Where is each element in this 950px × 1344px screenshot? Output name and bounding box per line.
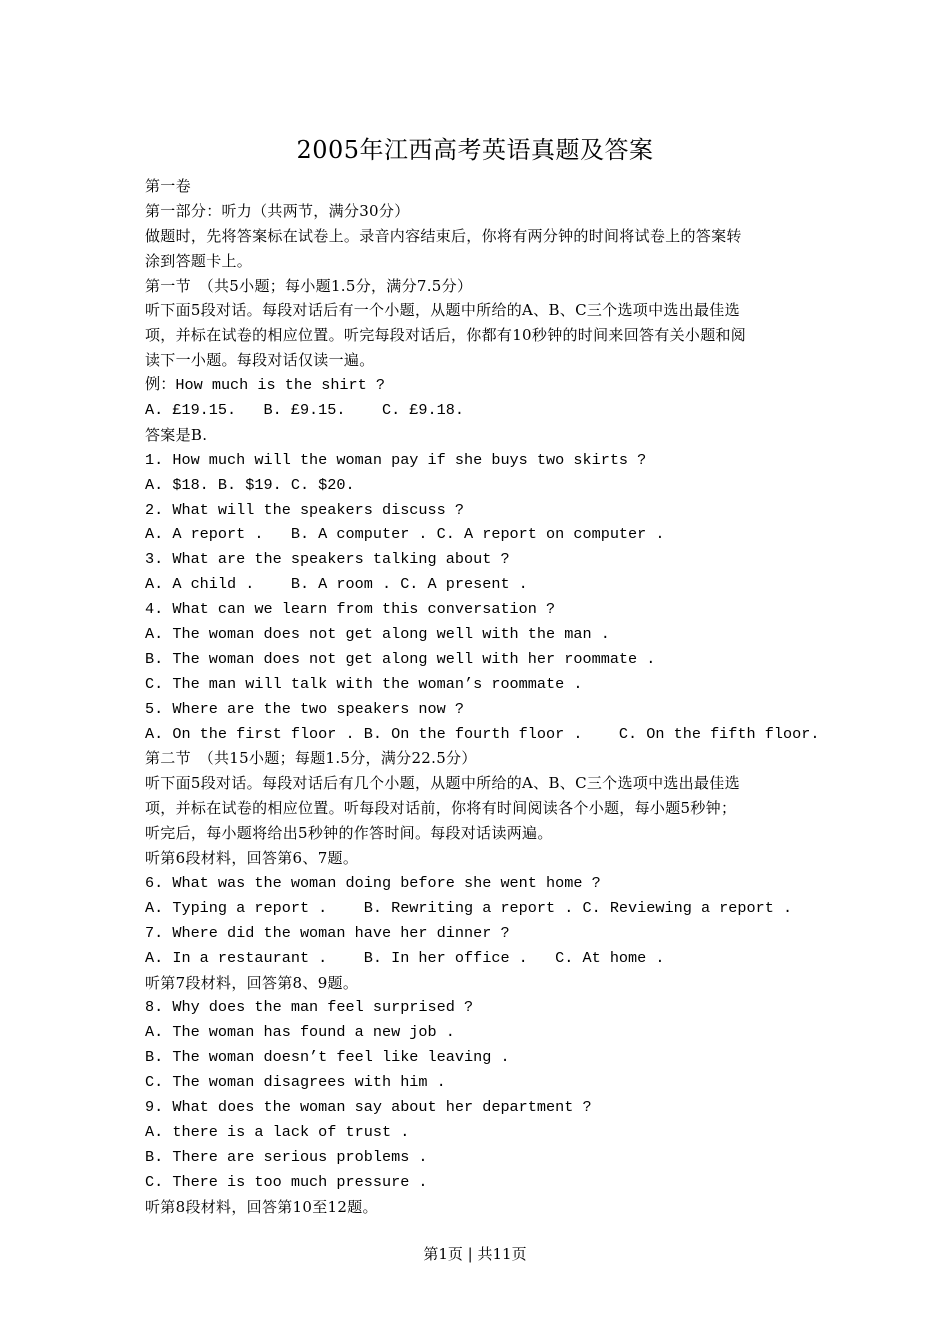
text-line: B. The woman doesn’t feel like leaving . [145,1048,510,1067]
text-line: 做题时，先将答案标在试卷上。录音内容结束后，你将有两分钟的时间将试卷上的答案转 [145,226,742,245]
text-line: A. Typing a report . B. Rewriting a report . C. Reviewing a report . [145,898,793,917]
document-title: 2005年江西高考英语真题及答案 [296,136,654,164]
text-line: C. The woman disagrees with him . [145,1073,446,1092]
text-line: 第二节 （共15小题；每题1.5分，满分22.5分） [145,749,477,768]
text-line: 7. Where did the woman have her dinner ? [145,923,510,942]
text-line: 第一卷 [145,177,191,195]
text-line: 项，并标在试卷的相应位置。听完每段对话后，你都有10秒钟的时间来回答有关小题和阅 [145,326,747,345]
text-line: 2. What will the speakers discuss ? [145,500,464,519]
text-line: C. There is too much pressure . [145,1172,428,1191]
text-line: 听下面5段对话。每段对话后有一个小题，从题中所给的A、B、C三个选项中选出最佳选 [145,301,740,320]
text-line: 第一节 （共5小题；每小题1.5分，满分7.5分） [145,276,473,295]
text-line: 3. What are the speakers talking about ? [145,550,510,569]
text-line: 听第7段材料，回答第8、9题。 [145,973,359,992]
text-line: A. The woman does not get along well with the man . [145,625,610,644]
document-body [145,174,825,1219]
text-line: A. there is a lack of trust . [145,1122,410,1141]
text-line: A. £19.15. B. £9.15. C. £9.18. [145,401,464,420]
text-line: A. The woman has found a new job . [145,1023,455,1042]
text-line: 项，并标在试卷的相应位置。听每段对话前，你将有时间阅读各个小题，每小题5秒钟； [145,799,737,818]
text-line: 答案是B. [145,425,208,444]
text-line: 4. What can we learn from this conversation ? [145,600,556,619]
text-line: 例：How much is the shirt ? [145,376,385,395]
text-line: 读下一小题。每段对话仅读一遍。 [145,351,375,370]
text-line: 6. What was the woman doing before she went home ? [145,873,601,892]
page-footer: 第1页 | 共11页 [423,1245,527,1263]
text-line: 第一部分：听力（共两节，满分30分） [145,201,410,220]
text-line: 听完后，每小题将给出5秒钟的作答时间。每段对话读两遍。 [145,824,553,843]
text-line: A. $18. B. $19. C. $20. [145,475,355,494]
text-line: B. The woman does not get along well with her roommate . [145,649,656,668]
text-line: 8. Why does the man feel surprised ? [145,998,474,1017]
text-line: 9. What does the woman say about her department ? [145,1097,592,1116]
text-line: A. A report . B. A computer . C. A report on computer . [145,525,665,544]
text-line: 涂到答题卡上。 [145,251,253,270]
text-line: 5. Where are the two speakers now ? [145,699,464,718]
text-line: 1. How much will the woman pay if she buys two skirts ? [145,450,647,469]
text-line: B. There are serious problems . [145,1147,428,1166]
text-line: A. On the first floor . B. On the fourth floor . C. On the fifth floor. [145,724,820,743]
text-line: A. In a restaurant . B. In her office . C. At home . [145,948,665,967]
text-line: C. The man will talk with the woman’s roommate . [145,674,583,693]
text-line: 听下面5段对话。每段对话后有几个小题，从题中所给的A、B、C三个选项中选出最佳选 [145,774,740,793]
text-line: A. A child . B. A room . C. A present . [145,575,528,594]
text-line: 听第8段材料，回答第10至12题。 [145,1197,378,1216]
text-line: 听第6段材料，回答第6、7题。 [145,849,359,868]
